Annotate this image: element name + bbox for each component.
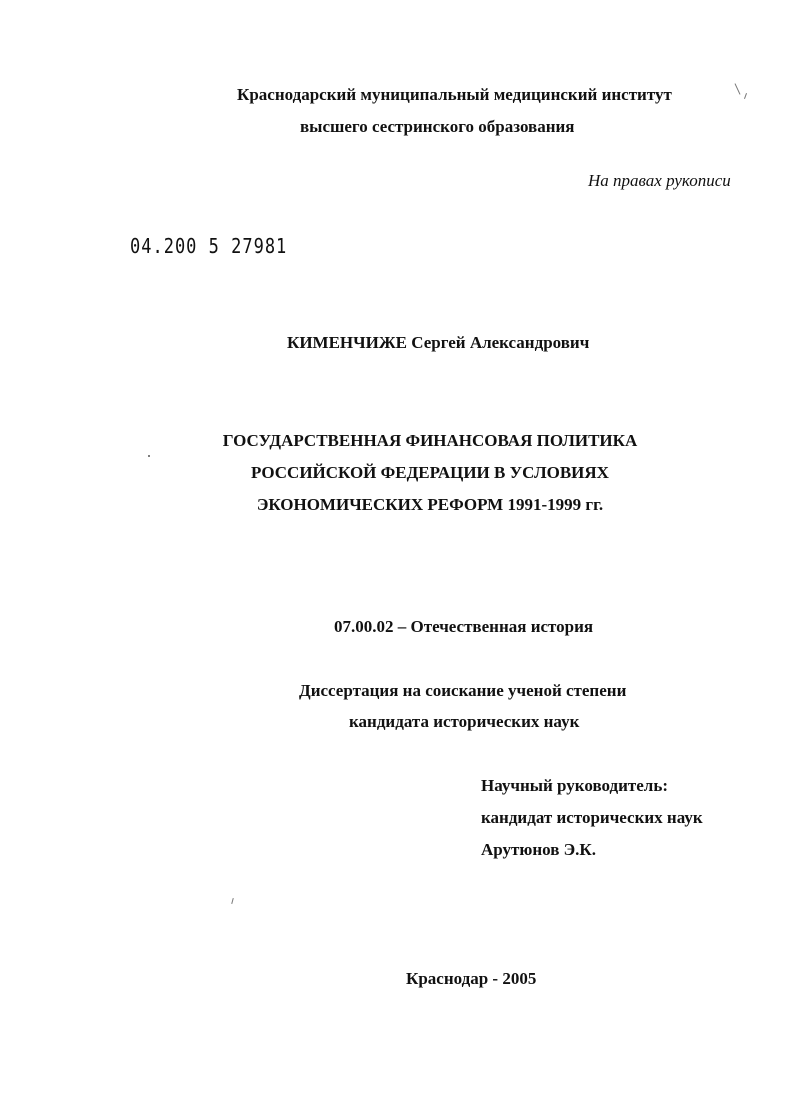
supervisor-name: Арутюнов Э.К.	[481, 840, 597, 859]
supervisor-label: Научный руководитель:	[481, 776, 668, 795]
dissertation-title	[150, 425, 710, 521]
title-line-1: ГОСУДАРСТВЕННАЯ ФИНАНСОВАЯ ПОЛИТИКА	[222, 431, 638, 450]
scan-mark	[735, 83, 741, 94]
degree-line-2: кандидата исторических наук	[349, 712, 580, 731]
city-year: Краснодар - 2005	[406, 969, 537, 988]
catalog-number	[130, 235, 287, 259]
specialty-code: 07.00.02 – Отечественная история	[334, 617, 594, 636]
degree-line-1: Диссертация на соискание ученой степени	[299, 681, 627, 700]
supervisor-degree: кандидат исторических наук	[481, 808, 703, 827]
scan-mark	[231, 898, 234, 904]
scan-mark	[744, 93, 747, 99]
author-name: КИМЕНЧИЖЕ Сергей Александрович	[287, 333, 590, 352]
institute-name-line2: высшего сестринского образования	[300, 117, 575, 136]
catalog-number-value: 04.200 5 27981	[130, 235, 288, 259]
manuscript-rights-note: На правах рукописи	[588, 171, 731, 190]
title-line-2: РОССИЙСКОЙ ФЕДЕРАЦИИ В УСЛОВИЯХ	[251, 463, 609, 482]
title-line-3: ЭКОНОМИЧЕСКИХ РЕФОРМ 1991-1999 гг.	[256, 495, 604, 514]
institute-name-line1: Краснодарский муниципальный медицинский институт	[237, 85, 672, 104]
